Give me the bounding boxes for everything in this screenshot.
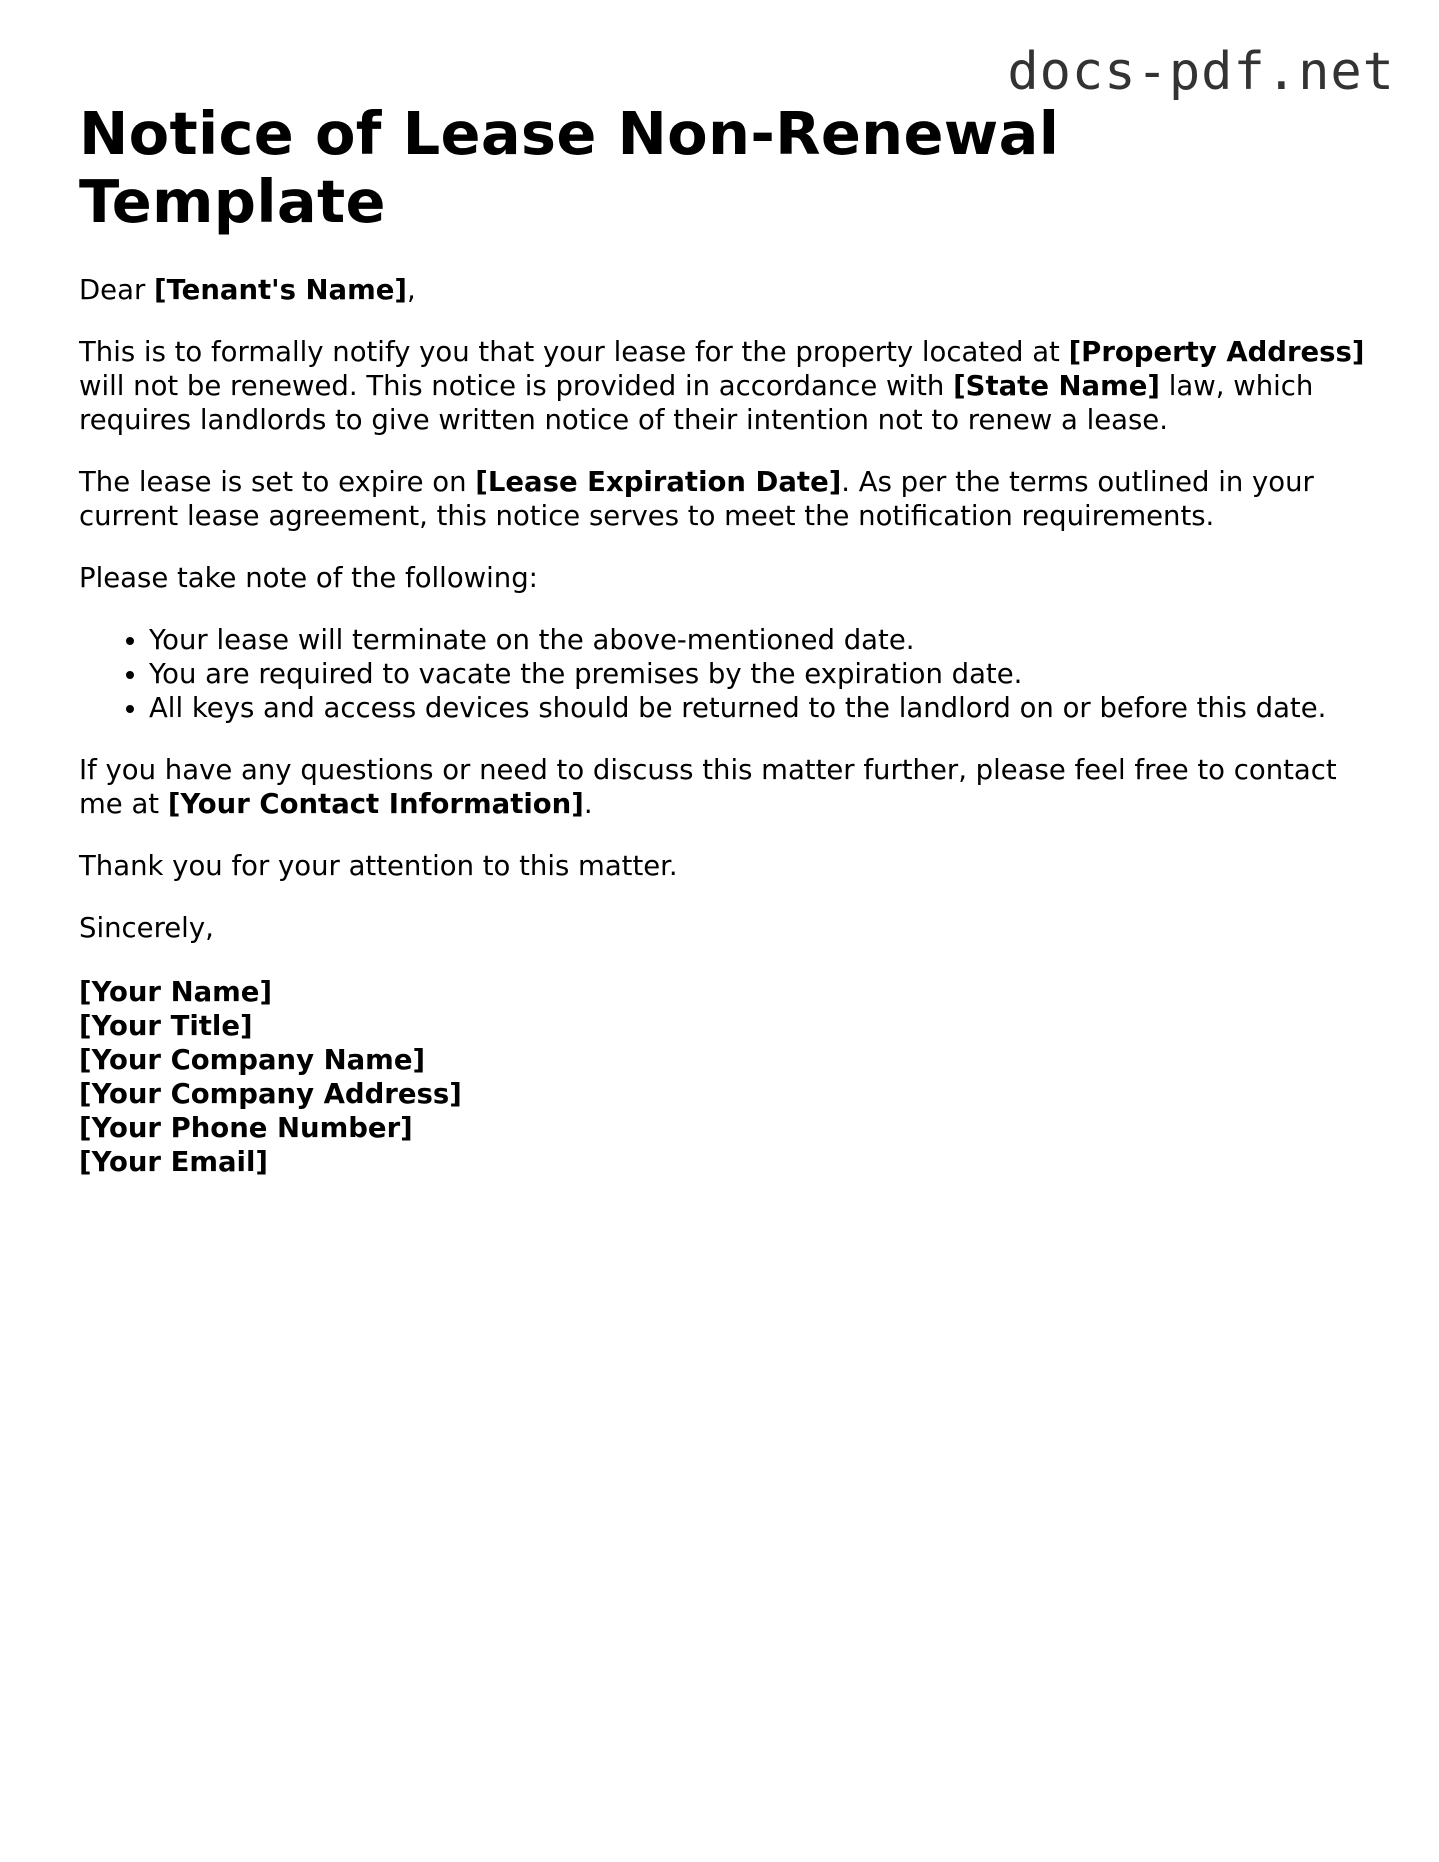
property-address-placeholder: [Property Address]	[1068, 336, 1365, 368]
notice-text: law, which requires landlords to give written notice of their intention not to renew a lease.	[79, 370, 1314, 436]
expiration-paragraph	[79, 465, 1369, 533]
signature-company-address: [Your Company Address]	[79, 1078, 462, 1110]
notice-text: This is to formally notify you that your lease for the property located at	[79, 336, 1069, 368]
notice-text: will not be renewed. This notice is provided in accordance with	[79, 370, 954, 402]
salutation-suffix: ,	[407, 274, 416, 306]
contact-text: If you have any questions or need to discuss this matter further, please feel free to contact me at	[79, 754, 1337, 820]
tenant-name-placeholder: [Tenant's Name]	[154, 274, 407, 306]
signature-company-name: [Your Company Name]	[79, 1044, 426, 1076]
signature-email: [Your Email]	[79, 1146, 268, 1178]
salutation	[79, 273, 1369, 307]
document-title: Notice of Lease Non-Renewal Template	[79, 99, 1060, 236]
closing-line: Sincerely,	[79, 912, 214, 944]
contact-paragraph	[79, 753, 1369, 821]
list-item: • All keys and access devices should be returned to the landlord on or before this date.	[149, 691, 1369, 725]
contact-info-placeholder: [Your Contact Information]	[167, 788, 584, 820]
thanks-line: Thank you for your attention to this matter.	[79, 850, 678, 882]
expiration-date-placeholder: [Lease Expiration Date]	[475, 466, 842, 498]
terms-list	[79, 623, 1369, 725]
signature-phone: [Your Phone Number]	[79, 1112, 413, 1144]
salutation-prefix: Dear	[79, 274, 154, 306]
contact-text: .	[583, 788, 593, 820]
signature-title: [Your Title]	[79, 1010, 253, 1042]
list-item: • You are required to vacate the premises by the expiration date.	[149, 657, 1369, 691]
list-intro: Please take note of the following:	[79, 562, 538, 594]
list-item: • Your lease will terminate on the above-mentioned date.	[149, 623, 1369, 657]
expiration-text: . As per the terms outlined in your current lease agreement, this notice serves to meet the notification requirements.	[79, 466, 1314, 532]
signature-block	[79, 975, 1369, 1179]
document-page	[79, 100, 1369, 1179]
notice-paragraph	[79, 335, 1369, 437]
watermark-text: docs-pdf.net	[1007, 42, 1395, 102]
signature-name: [Your Name]	[79, 976, 273, 1008]
state-name-placeholder: [State Name]	[953, 370, 1160, 402]
expiration-text: The lease is set to expire on	[79, 466, 476, 498]
